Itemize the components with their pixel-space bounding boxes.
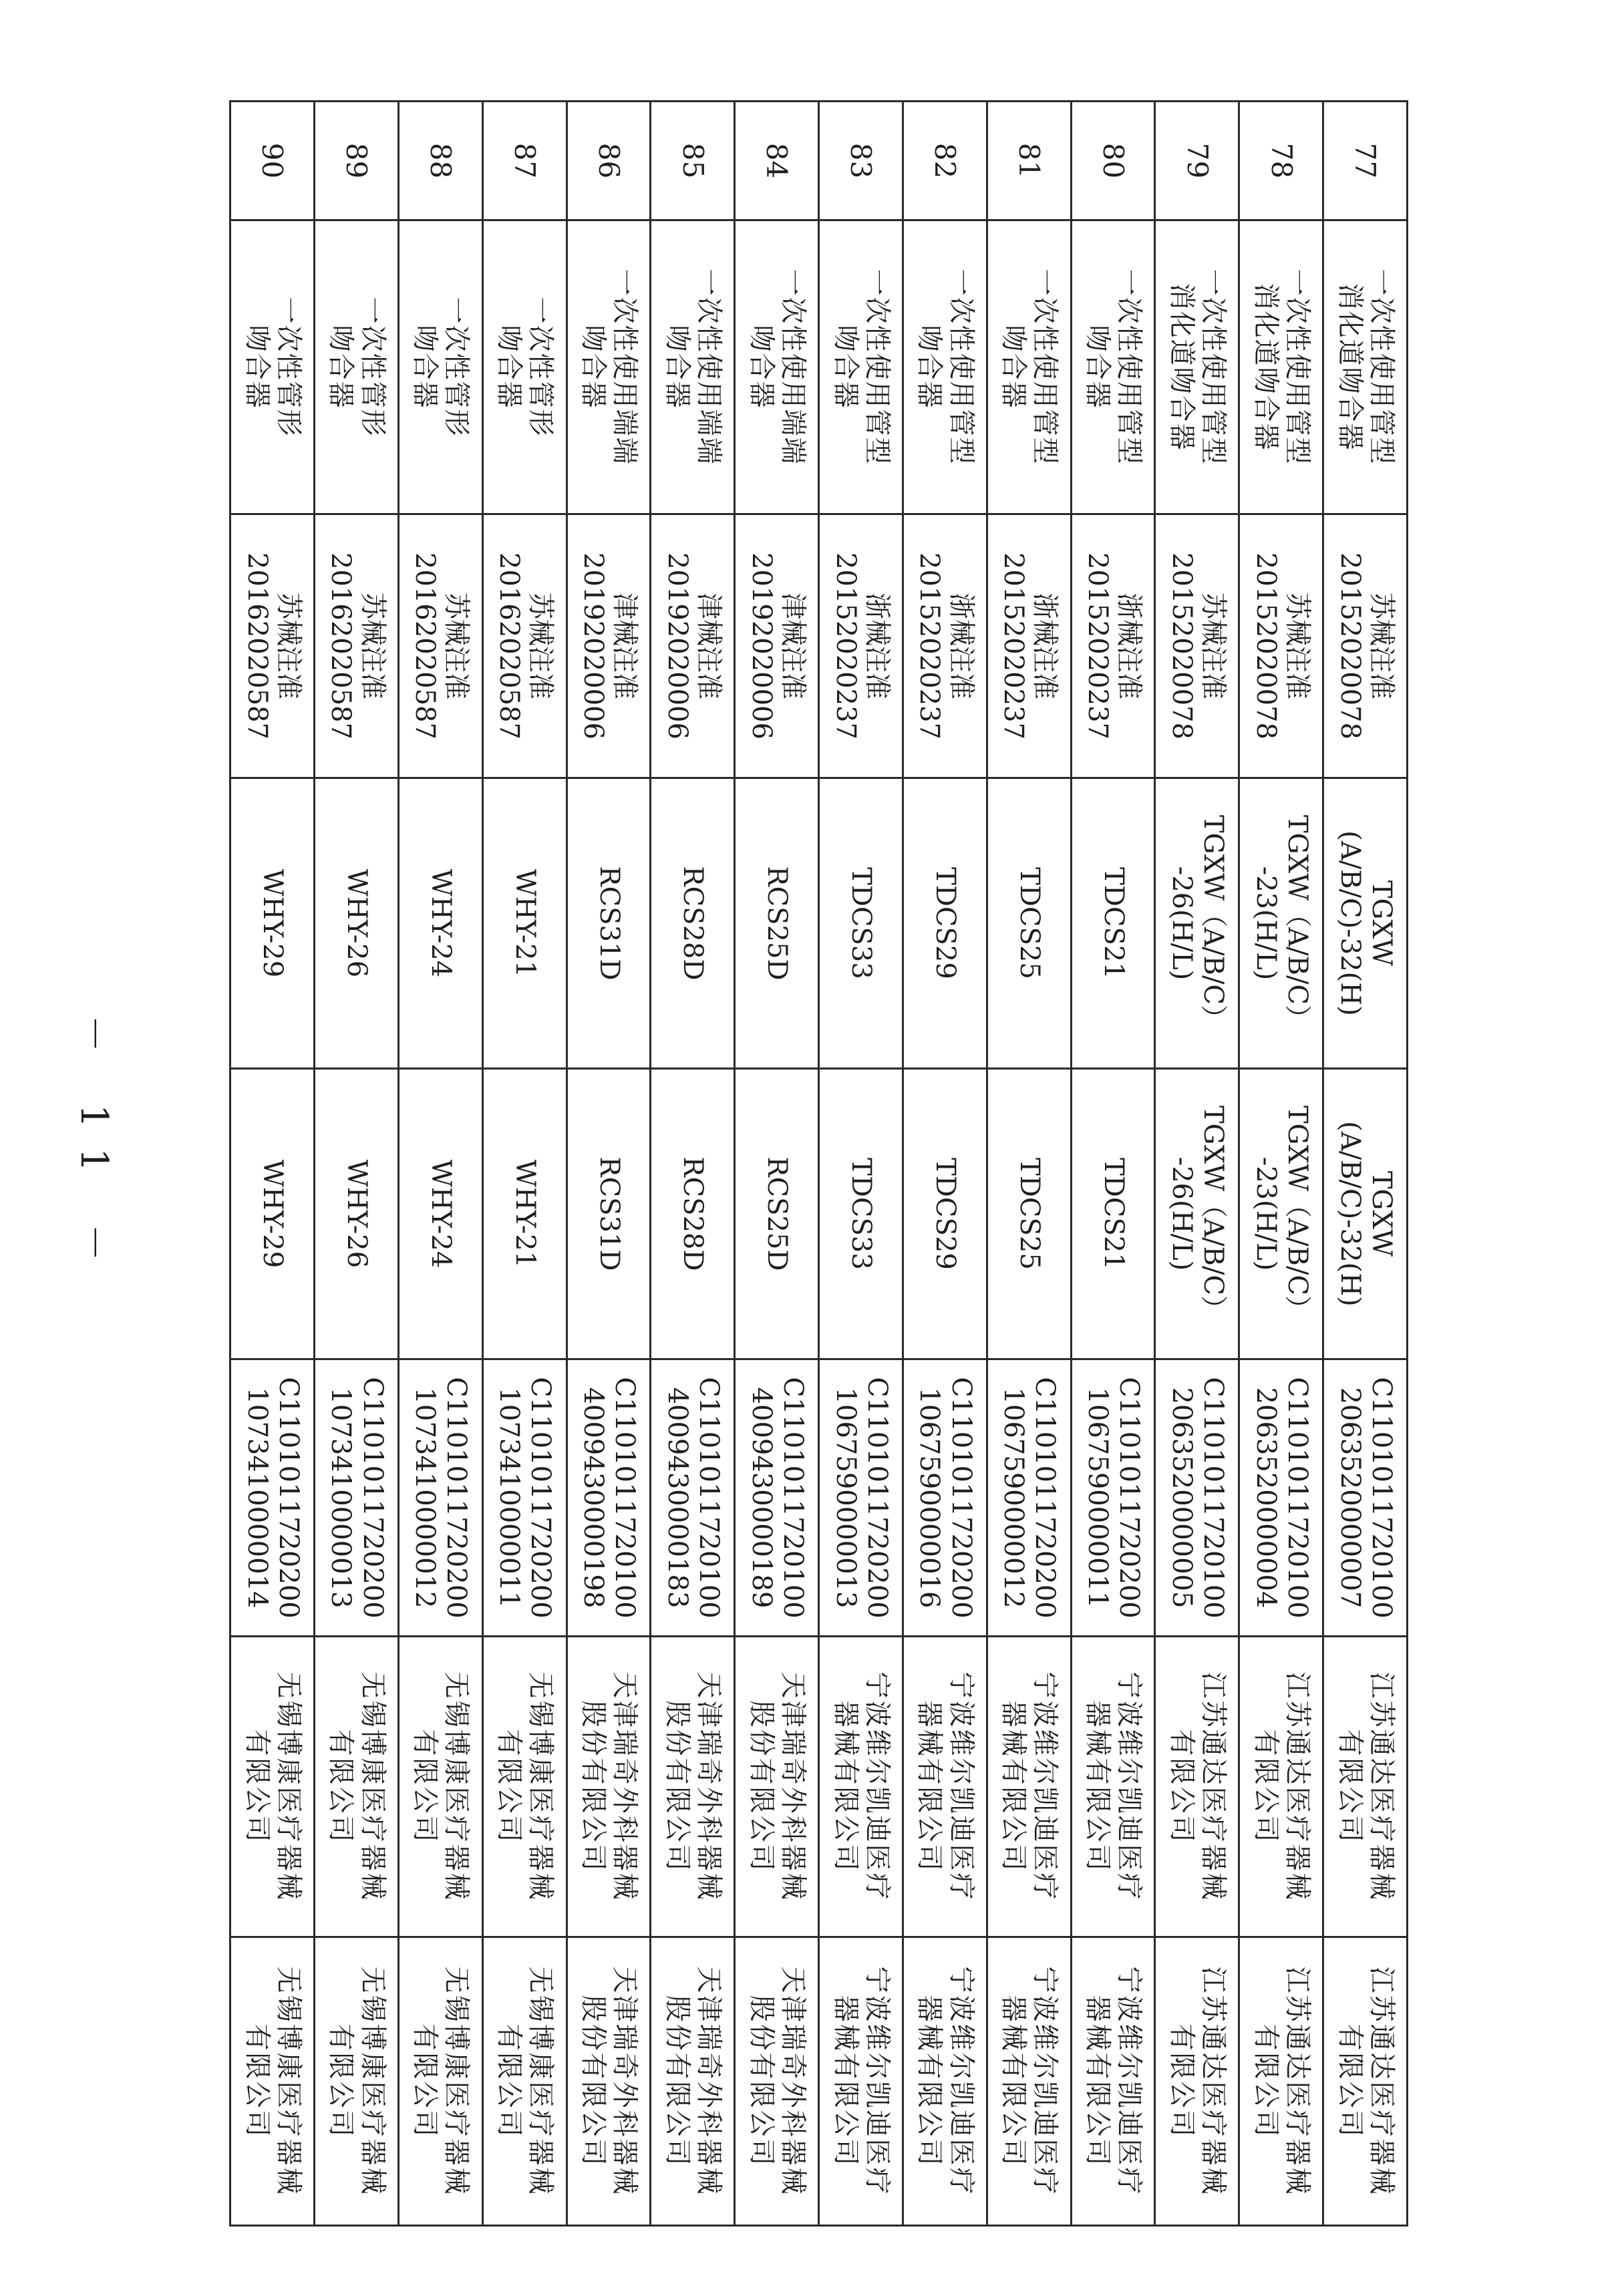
specification: WHY-26 (315, 778, 399, 1069)
row-number: 79 (1155, 102, 1239, 220)
specification: WHY-21 (482, 778, 567, 1069)
table-row (651, 102, 735, 2226)
row-number: 80 (1071, 102, 1155, 220)
product-name: 一次性使用端端 吻合器 (651, 220, 735, 514)
registrant: 无锡博康医疗器械 有限公司 (230, 1937, 315, 2226)
table-row (230, 102, 315, 2226)
registration-number: 苏械注准 20152020078 (1239, 514, 1323, 778)
table-row (398, 102, 482, 2226)
manufacturer: 宁波维尔凯迪医疗 器械有限公司 (903, 1637, 987, 1937)
specification: WHY-29 (230, 778, 315, 1069)
registrant: 天津瑞奇外科器械 股份有限公司 (735, 1937, 819, 2226)
registrant: 江苏通达医疗器械 有限公司 (1323, 1937, 1408, 2226)
registrant: 宁波维尔凯迪医疗 器械有限公司 (819, 1937, 903, 2226)
specification: TGXW（A/B/C） -23(H/L) (1239, 778, 1323, 1069)
row-number: 89 (315, 102, 399, 220)
registrant: 宁波维尔凯迪医疗 器械有限公司 (1071, 1937, 1155, 2226)
table-row (1071, 102, 1155, 2226)
manufacturer: 天津瑞奇外科器械 股份有限公司 (735, 1637, 819, 1937)
row-number: 83 (819, 102, 903, 220)
product-code: C1101011720100 2063520000005 (1155, 1359, 1239, 1637)
model: WHY-24 (398, 1069, 482, 1359)
product-name: 一次性使用管型 吻合器 (1071, 220, 1155, 514)
row-number: 78 (1239, 102, 1323, 220)
specification: TDCS21 (1071, 778, 1155, 1069)
product-code: C1101011720100 2063520000007 (1323, 1359, 1408, 1637)
manufacturer: 宁波维尔凯迪医疗 器械有限公司 (1071, 1637, 1155, 1937)
manufacturer: 无锡博康医疗器械 有限公司 (230, 1637, 315, 1937)
product-code: C1101011720200 1073410000013 (315, 1359, 399, 1637)
product-name: 一次性使用管型 吻合器 (987, 220, 1071, 514)
registrant: 宁波维尔凯迪医疗 器械有限公司 (903, 1937, 987, 2226)
specification: TDCS29 (903, 778, 987, 1069)
registrant: 江苏通达医疗器械 有限公司 (1155, 1937, 1239, 2226)
product-code: C1101011720200 1073410000011 (482, 1359, 567, 1637)
model: TGXW (A/B/C)-32(H) (1323, 1069, 1408, 1359)
registrant: 江苏通达医疗器械 有限公司 (1239, 1937, 1323, 2226)
specification: WHY-24 (398, 778, 482, 1069)
specification: TGXW（A/B/C） -26(H/L) (1155, 778, 1239, 1069)
product-name: 一次性使用管型 吻合器 (819, 220, 903, 514)
row-number: 81 (987, 102, 1071, 220)
manufacturer: 江苏通达医疗器械 有限公司 (1323, 1637, 1408, 1937)
product-name: 一次性管形 吻合器 (315, 220, 399, 514)
product-name: 一次性使用端端 吻合器 (567, 220, 651, 514)
manufacturer: 天津瑞奇外科器械 股份有限公司 (651, 1637, 735, 1937)
product-name: 一次性管形 吻合器 (230, 220, 315, 514)
page-number: － 11 － (72, 1015, 116, 1281)
model: TDCS21 (1071, 1069, 1155, 1359)
model: RCS25D (735, 1069, 819, 1359)
manufacturer: 无锡博康医疗器械 有限公司 (482, 1637, 567, 1937)
table-row (903, 102, 987, 2226)
row-number: 88 (398, 102, 482, 220)
registration-number: 苏械注准 20152020078 (1323, 514, 1408, 778)
registration-number: 苏械注准 20162020587 (398, 514, 482, 778)
model: TGXW（A/B/C） -26(H/L) (1155, 1069, 1239, 1359)
registration-number: 津械注准 20192020006 (567, 514, 651, 778)
manufacturer: 江苏通达医疗器械 有限公司 (1239, 1637, 1323, 1937)
row-number: 77 (1323, 102, 1408, 220)
product-code: C1101011720100 2063520000004 (1239, 1359, 1323, 1637)
model: WHY-29 (230, 1069, 315, 1359)
registration-number: 浙械注准 20152020237 (903, 514, 987, 778)
model: TDCS33 (819, 1069, 903, 1359)
model: TDCS25 (987, 1069, 1071, 1359)
row-number: 90 (230, 102, 315, 220)
manufacturer: 江苏通达医疗器械 有限公司 (1155, 1637, 1239, 1937)
row-number: 84 (735, 102, 819, 220)
registrant: 宁波维尔凯迪医疗 器械有限公司 (987, 1937, 1071, 2226)
specification: RCS31D (567, 778, 651, 1069)
device-table (229, 100, 1408, 2227)
registration-number: 苏械注准 20152020078 (1155, 514, 1239, 778)
registration-number: 浙械注准 20152020237 (987, 514, 1071, 778)
row-number: 86 (567, 102, 651, 220)
model: TGXW（A/B/C） -23(H/L) (1239, 1069, 1323, 1359)
manufacturer: 无锡博康医疗器械 有限公司 (398, 1637, 482, 1937)
model: WHY-21 (482, 1069, 567, 1359)
registration-number: 浙械注准 20152020237 (819, 514, 903, 778)
model: WHY-26 (315, 1069, 399, 1359)
row-number: 82 (903, 102, 987, 220)
registration-number: 苏械注准 20162020587 (482, 514, 567, 778)
table-row (1155, 102, 1239, 2226)
registration-number: 津械注准 20192020006 (651, 514, 735, 778)
product-code: C1101011720100 4009430000198 (567, 1359, 651, 1637)
registration-number: 津械注准 20192020006 (735, 514, 819, 778)
registrant: 无锡博康医疗器械 有限公司 (398, 1937, 482, 2226)
registrant: 无锡博康医疗器械 有限公司 (482, 1937, 567, 2226)
product-name: 一次性管形 吻合器 (482, 220, 567, 514)
model: RCS28D (651, 1069, 735, 1359)
product-code: C1101011720100 4009430000183 (651, 1359, 735, 1637)
product-code: C1101011720200 1067590000016 (903, 1359, 987, 1637)
manufacturer: 无锡博康医疗器械 有限公司 (315, 1637, 399, 1937)
model: TDCS29 (903, 1069, 987, 1359)
product-name: 一次性使用管型 消化道吻合器 (1323, 220, 1408, 514)
product-name: 一次性管形 吻合器 (398, 220, 482, 514)
table-row (567, 102, 651, 2226)
table-row (315, 102, 399, 2226)
specification: RCS28D (651, 778, 735, 1069)
registrant: 天津瑞奇外科器械 股份有限公司 (567, 1937, 651, 2226)
row-number: 87 (482, 102, 567, 220)
specification: TGXW (A/B/C)-32(H) (1323, 778, 1408, 1069)
product-code: C1101011720200 1067590000013 (819, 1359, 903, 1637)
registration-number: 苏械注准 20162020587 (315, 514, 399, 778)
specification: TDCS33 (819, 778, 903, 1069)
specification: TDCS25 (987, 778, 1071, 1069)
table-row (482, 102, 567, 2226)
product-name: 一次性使用管型 吻合器 (903, 220, 987, 514)
registration-number: 苏械注准 20162020587 (230, 514, 315, 778)
table-row (735, 102, 819, 2226)
product-code: C1101011720200 1067590000012 (987, 1359, 1071, 1637)
registrant: 无锡博康医疗器械 有限公司 (315, 1937, 399, 2226)
table-row (1239, 102, 1323, 2226)
manufacturer: 宁波维尔凯迪医疗 器械有限公司 (819, 1637, 903, 1937)
table-row (987, 102, 1071, 2226)
registration-number: 浙械注准 20152020237 (1071, 514, 1155, 778)
product-code: C1101011720200 1073410000014 (230, 1359, 315, 1637)
row-number: 85 (651, 102, 735, 220)
table-row (819, 102, 903, 2226)
product-name: 一次性使用端端 吻合器 (735, 220, 819, 514)
product-code: C1101011720200 1067590000011 (1071, 1359, 1155, 1637)
product-name: 一次性使用管型 消化道吻合器 (1155, 220, 1239, 514)
manufacturer: 天津瑞奇外科器械 股份有限公司 (567, 1637, 651, 1937)
manufacturer: 宁波维尔凯迪医疗 器械有限公司 (987, 1637, 1071, 1937)
specification: RCS25D (735, 778, 819, 1069)
table-body (230, 102, 1408, 2226)
table-row (1323, 102, 1408, 2226)
model: RCS31D (567, 1069, 651, 1359)
product-name: 一次性使用管型 消化道吻合器 (1239, 220, 1323, 514)
product-code: C1101011720100 4009430000189 (735, 1359, 819, 1637)
registrant: 天津瑞奇外科器械 股份有限公司 (651, 1937, 735, 2226)
product-code: C1101011720200 1073410000012 (398, 1359, 482, 1637)
